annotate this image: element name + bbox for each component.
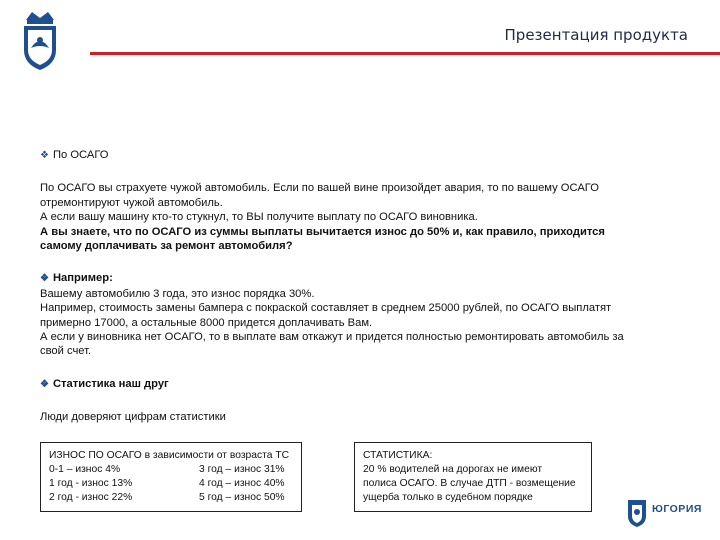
main-content: [40, 148, 680, 425]
section1-bold-line: самому доплачивать за ремонт автомобиля?: [40, 240, 293, 253]
statistics-line: 20 % водителей на дорогах не имеют: [363, 464, 543, 475]
header-divider: [90, 52, 720, 55]
statistics-box: [354, 442, 592, 512]
section2-line: А если у виновника нет ОСАГО, то в выплате вам откажут и придется полностью ремонтировать автомобиль за: [40, 331, 624, 344]
section2-line: Например, стоимость замены бампера с покраской составляет в среднем 25000 рублей, по ОСАГО выплатят: [40, 302, 612, 315]
section2-line: Вашему автомобилю 3 года, это износ порядка 30%.: [40, 287, 315, 300]
section2-line: примерно 17000, а остальные 8000 придется доплачивать Вам.: [40, 316, 373, 329]
section2-heading: ❖ Например:: [40, 272, 113, 285]
section1-heading: ❖ По ОСАГО: [40, 149, 109, 161]
section3-text: Люди доверяют цифрам статистики: [40, 411, 226, 424]
diamond-bullet-icon: ❖: [40, 273, 49, 285]
section1-line: А если вашу машину кто-то стукнул, то ВЫ получите выплату по ОСАГО виновника.: [40, 211, 478, 224]
statistics-title: СТАТИСТИКА:: [363, 450, 433, 461]
statistics-line: полиса ОСАГО. В случае ДТП - возмещение: [363, 478, 576, 489]
brand-name: ЮГОРИЯ: [652, 503, 702, 515]
wear-table-title: ИЗНОС ПО ОСАГО в зависимости от возраста ТС: [49, 450, 290, 461]
diamond-bullet-icon: ❖: [40, 150, 49, 161]
wear-table-box: [40, 442, 302, 512]
table-row: 2 год - износ 22% 5 год – износ 50%: [49, 492, 285, 503]
section1-line: отремонтируют чужой автомобиль.: [40, 196, 223, 209]
statistics-line: ущерба только в судебном порядке: [363, 492, 533, 503]
page-title: Презентация продукта: [504, 26, 688, 44]
section3-heading: ❖ Статистика наш друг: [40, 377, 169, 390]
section1-line: По ОСАГО вы страхуете чужой автомобиль. Если по вашей вине произойдет авария, то по вашему ОСАГО: [40, 182, 599, 195]
section2-line: свой счет.: [40, 345, 92, 358]
section1-bold-line: А вы знаете, что по ОСАГО из суммы выплаты вычитается износ до 50% и, как правило, приходится: [40, 225, 605, 238]
diamond-bullet-icon: ❖: [40, 378, 49, 390]
table-row: 1 год - износ 13% 4 год – износ 40%: [49, 478, 285, 489]
coat-of-arms-icon: [18, 10, 62, 72]
table-row: 0-1 – износ 4% 3 год – износ 31%: [49, 464, 285, 475]
